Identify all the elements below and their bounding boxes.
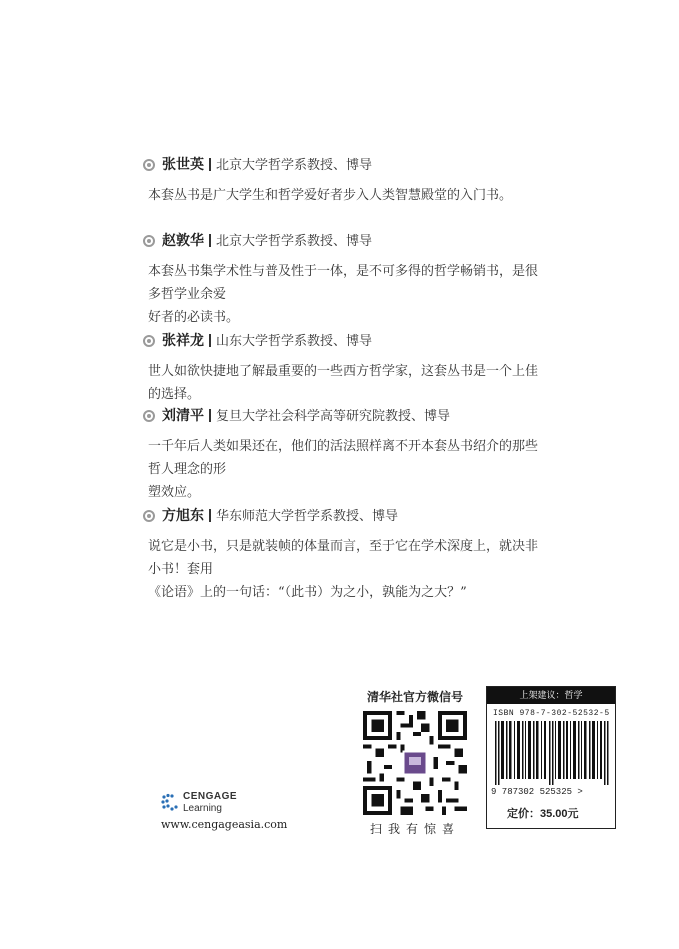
endorsement-text xyxy=(148,435,548,504)
endorser-heading xyxy=(162,408,450,425)
endorsement-text xyxy=(148,184,548,207)
qr-code-icon xyxy=(363,711,467,815)
isbn-price-box xyxy=(486,686,616,829)
endorsement-text xyxy=(148,535,548,604)
endorsement-text xyxy=(148,360,548,406)
endorsement-line: 好者的必读书。 xyxy=(148,310,240,325)
endorser-heading xyxy=(162,508,398,525)
endorser-name: 方旭东 xyxy=(162,508,204,524)
publisher-url: www.cengageasia.com xyxy=(161,818,288,831)
qr-caption: 扫我有惊喜 xyxy=(369,822,460,836)
endorsement-line: 世人如欲快捷地了解最重要的一些西方哲学家，这套丛书是一个上佳的选择。 xyxy=(148,364,539,402)
endorsement-line: 本套丛书是广大学生和哲学爱好者步入人类智慧殿堂的入门书。 xyxy=(148,188,513,203)
endorser-name: 张祥龙 xyxy=(162,333,204,349)
endorser-name: 刘清平 xyxy=(162,408,204,424)
barcode-icon xyxy=(495,721,609,785)
shelving-category: 上架建议：哲学 xyxy=(487,687,615,704)
bullet-icon xyxy=(143,235,155,247)
separator xyxy=(209,509,211,522)
endorsement-line: 《论语》上的一句话：“（此书）为之小，孰能为之大？” xyxy=(148,585,467,600)
endorser-title: 华东师范大学哲学系教授、博导 xyxy=(216,509,399,524)
endorsement-text xyxy=(148,260,548,329)
price-label: 定价：35.00元 xyxy=(507,808,579,820)
bullet-icon xyxy=(143,410,155,422)
endorsement-line: 塑效应。 xyxy=(148,485,201,500)
qr-title: 清华社官方微信号 xyxy=(366,690,463,704)
wechat-qr-block xyxy=(360,688,470,836)
endorsement-line: 说它是小书，只是就装帧的体量而言，至于它在学术深度上，就决非小书！套用 xyxy=(148,539,539,577)
publisher-brand-sub: Learning xyxy=(183,803,222,814)
endorser-heading xyxy=(162,233,372,250)
separator xyxy=(209,158,211,171)
isbn-number: ISBN 978-7-302-52532-5 xyxy=(493,709,610,718)
endorser-title: 北京大学哲学系教授、博导 xyxy=(216,158,373,173)
endorser-title: 北京大学哲学系教授、博导 xyxy=(216,234,373,249)
endorser-heading xyxy=(162,333,372,350)
endorsement-line: 一千年后人类如果还在，他们的活法照样离不开本套丛书绍介的那些哲人理念的形 xyxy=(148,439,539,477)
endorser-title: 山东大学哲学系教授、博导 xyxy=(216,334,373,349)
barcode-digits: 9 787302 525325 > xyxy=(491,787,583,797)
separator xyxy=(209,234,211,247)
endorsement-line: 本套丛书集学术性与普及性于一体，是不可多得的哲学畅销书，是很多哲学业余爱 xyxy=(148,264,539,302)
bullet-icon xyxy=(143,335,155,347)
endorser-heading xyxy=(162,157,372,174)
bullet-icon xyxy=(143,510,155,522)
separator xyxy=(209,334,211,347)
publisher-brand: CENGAGE xyxy=(183,791,238,802)
bullet-icon xyxy=(143,159,155,171)
endorser-name: 张世英 xyxy=(162,157,204,173)
separator xyxy=(209,409,211,422)
endorser-title: 复旦大学社会科学高等研究院教授、博导 xyxy=(216,409,451,424)
endorser-name: 赵敦华 xyxy=(162,233,204,249)
cengage-logo-icon xyxy=(161,793,179,813)
